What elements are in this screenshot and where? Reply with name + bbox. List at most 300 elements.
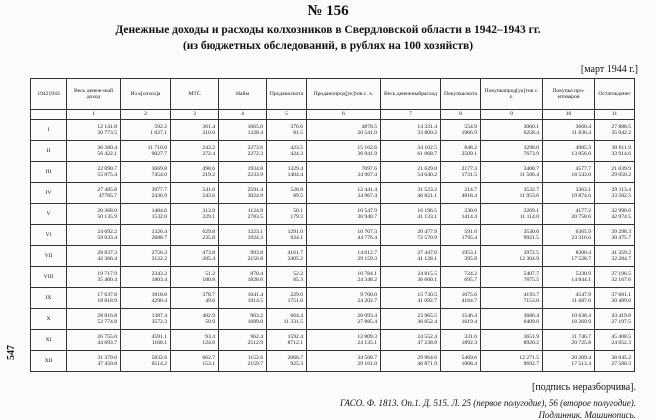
- value-line: 963.2: [250, 312, 263, 319]
- column-number: 5: [267, 110, 307, 120]
- column-number-row: [31, 110, 635, 120]
- table-row: [31, 225, 635, 246]
- value-line: 541.0: [202, 186, 215, 193]
- value-line: 27 888.5: [611, 123, 631, 130]
- value-cell: [219, 330, 267, 351]
- value-line: 19 717.9: [97, 270, 117, 277]
- value-cell: [67, 225, 121, 246]
- value-line: 1404.4: [287, 172, 303, 178]
- value-line: 32 284.7: [611, 256, 631, 262]
- value-line: 724.2: [464, 270, 477, 277]
- value-line: 4818.4: [461, 193, 477, 199]
- value-line: 15 162.6: [357, 144, 377, 151]
- column-number: 6: [307, 110, 381, 120]
- table-row: [31, 183, 635, 204]
- value-line: 56 422.1: [97, 151, 117, 157]
- value-line: 1152.6: [247, 354, 263, 361]
- column-number: 7: [381, 110, 441, 120]
- value-cell: [381, 351, 441, 372]
- value-cell: [481, 141, 543, 162]
- value-line: 1966.9: [461, 130, 477, 136]
- column-header-line: прод[ук]тов с. х.: [504, 87, 539, 100]
- value-line: 59 033.4: [97, 235, 117, 241]
- value-cell: [481, 288, 543, 309]
- table-row: [31, 120, 635, 141]
- column-header-line: ный доход: [86, 87, 114, 100]
- value-line: 4591.1: [151, 333, 167, 340]
- value-cell: [543, 162, 595, 183]
- column-header-line: мтоваров: [557, 94, 580, 100]
- month-cell: XI: [31, 330, 67, 351]
- value-line: 662.7: [202, 354, 215, 361]
- column-header: [67, 79, 121, 110]
- value-cell: [595, 141, 635, 162]
- value-line: 5832.6: [151, 354, 167, 361]
- document-title: Денежные доходы и расходы колхозников в Свердловской области в 1942–1943 гг.: [115, 24, 541, 36]
- value-cell: [481, 309, 543, 330]
- value-line: 1041.4: [247, 291, 263, 298]
- value-line: 6258.4: [523, 130, 539, 136]
- value-line: 2436.9: [151, 193, 167, 199]
- value-line: 19 874.6: [571, 193, 591, 199]
- value-line: 3972.5: [523, 249, 539, 256]
- value-line: 44 776.4: [357, 235, 377, 241]
- value-line: 310.0: [202, 130, 215, 136]
- value-cell: [441, 330, 481, 351]
- value-line: 41 128.1: [417, 256, 437, 262]
- value-cell: [121, 267, 171, 288]
- value-line: 3060.1: [523, 123, 539, 130]
- value-line: 3660.4: [575, 123, 591, 130]
- value-cell: [595, 309, 635, 330]
- value-cell: [121, 330, 171, 351]
- value-line: 37 681.1: [611, 291, 631, 298]
- value-cell: [481, 225, 543, 246]
- value-line: 2233.9: [247, 172, 263, 178]
- value-line: 42 974.5: [611, 214, 631, 220]
- value-line: 2405.2: [287, 256, 303, 262]
- value-cell: [595, 330, 635, 351]
- column-header-line: Продано: [269, 90, 291, 97]
- value-cell: [595, 351, 635, 372]
- value-line: 30 489.0: [611, 298, 631, 304]
- value-line: 41 133.1: [417, 214, 437, 220]
- value-line: 3122.2: [151, 256, 167, 262]
- value-line: 11 506.4: [519, 172, 539, 178]
- value-line: 361.4: [202, 123, 215, 130]
- value-cell: [595, 183, 635, 204]
- column-number: 3: [171, 110, 219, 120]
- value-line: 24 202.7: [357, 298, 377, 304]
- value-line: 11 953.6: [519, 193, 539, 199]
- column-header: [543, 79, 595, 110]
- column-header: [31, 79, 67, 110]
- value-line: 7153.0: [523, 298, 539, 304]
- value-line: 1414.4: [461, 214, 477, 220]
- value-line: 924.1: [290, 235, 303, 241]
- value-cell: [267, 120, 307, 141]
- value-line: 28 837.3: [97, 249, 117, 256]
- value-line: 12 441.4: [357, 186, 377, 193]
- value-line: 11 331.5: [283, 319, 303, 325]
- value-line: 20 541.0: [357, 130, 377, 136]
- value-cell: [307, 309, 381, 330]
- value-cell: [267, 267, 307, 288]
- value-line: 4985.3: [575, 144, 591, 151]
- value-cell: [595, 162, 635, 183]
- value-line: 23 965.5: [417, 312, 437, 319]
- column-header-line: Продано: [313, 90, 335, 97]
- value-line: 423.5: [290, 144, 303, 151]
- value-line: 1828.6: [247, 277, 263, 283]
- value-cell: [381, 267, 441, 288]
- value-cell: [381, 204, 441, 225]
- month-cell: VIII: [31, 267, 67, 288]
- value-line: 20 368.0: [97, 207, 117, 214]
- value-line: 21 039.9: [611, 165, 631, 172]
- column-number: 1: [67, 110, 121, 120]
- value-line: 3298.0: [523, 144, 539, 151]
- column-header-line: Остаток: [598, 90, 618, 97]
- value-line: 7673.9: [523, 151, 539, 157]
- value-line: 4193.7: [523, 291, 539, 298]
- value-line: 52.2: [293, 270, 303, 277]
- value-line: 10 784.1: [357, 270, 377, 277]
- value-line: 10 547.9: [357, 207, 377, 214]
- value-cell: [121, 309, 171, 330]
- value-line: 52 774.8: [97, 319, 117, 325]
- column-header-line: денег: [617, 90, 631, 97]
- column-header-line: Покупка: [484, 87, 505, 94]
- value-line: 4878.5: [361, 123, 377, 130]
- value-line: 16 196.5: [417, 207, 437, 214]
- value-line: 2177.3: [461, 165, 477, 172]
- month-cell: I: [31, 120, 67, 141]
- value-line: 1818.0: [151, 291, 167, 298]
- value-cell: [307, 225, 381, 246]
- value-line: 1934.8: [247, 165, 263, 172]
- value-line: 11 687.6: [571, 298, 591, 304]
- value-line: 7697.6: [361, 165, 377, 172]
- table-row: [31, 309, 635, 330]
- value-line: 41 359.2: [611, 249, 631, 256]
- value-cell: [67, 288, 121, 309]
- month-cell: V: [31, 204, 67, 225]
- value-line: 36 652.4: [417, 319, 437, 325]
- value-line: 37 196.5: [611, 270, 631, 277]
- column-number: 2: [121, 110, 171, 120]
- value-cell: [171, 183, 219, 204]
- value-line: 47 450.8: [97, 361, 117, 367]
- value-line: 870.4: [250, 270, 263, 277]
- value-cell: [219, 183, 267, 204]
- value-line: 35 042.2: [611, 130, 631, 136]
- value-line: 3669.8: [151, 165, 167, 172]
- table-row: [31, 162, 635, 183]
- value-cell: [171, 225, 219, 246]
- value-line: 229.0: [290, 291, 303, 298]
- column-header-line: Покупка про-: [552, 87, 585, 94]
- value-cell: [267, 351, 307, 372]
- value-cell: [441, 204, 481, 225]
- value-cell: [543, 330, 595, 351]
- signature-note: [подпись неразборчива].: [532, 382, 636, 393]
- value-line: 1328.4: [247, 130, 263, 136]
- value-line: 12 304.9: [519, 256, 539, 262]
- value-cell: [171, 351, 219, 372]
- month-cell: XII: [31, 351, 67, 372]
- value-line: 4290.4: [151, 298, 167, 304]
- value-line: 27 197.5: [611, 319, 631, 325]
- value-line: 36 940.7: [357, 214, 377, 220]
- value-line: 20 209.4: [571, 354, 591, 361]
- value-line: 1751.0: [287, 298, 303, 304]
- value-line: 1 027.1: [150, 130, 167, 136]
- value-line: 29 050.2: [611, 172, 631, 178]
- value-line: 20 477.9: [417, 228, 437, 235]
- value-line: 36 660.1: [417, 277, 437, 283]
- value-line: 3269.1: [523, 207, 539, 214]
- value-cell: [219, 204, 267, 225]
- value-cell: [67, 204, 121, 225]
- value-line: 36 941.9: [357, 151, 377, 157]
- column-number: 9: [481, 110, 543, 120]
- value-line: 33 582.5: [611, 193, 631, 199]
- value-line: 179.3: [290, 214, 303, 220]
- value-cell: [219, 120, 267, 141]
- column-header-line: скота: [290, 90, 304, 97]
- value-cell: [67, 351, 121, 372]
- value-cell: [121, 288, 171, 309]
- value-cell: [219, 351, 267, 372]
- value-cell: [171, 141, 219, 162]
- value-cell: [307, 141, 381, 162]
- value-cell: [267, 330, 307, 351]
- value-line: 1168.1: [151, 340, 167, 346]
- value-line: 27 485.8: [97, 186, 117, 193]
- value-cell: [121, 183, 171, 204]
- value-cell: [481, 267, 543, 288]
- month-cell: IV: [31, 183, 67, 204]
- value-cell: [171, 309, 219, 330]
- value-line: 13 056.0: [571, 151, 591, 157]
- value-line: 85.3: [293, 277, 303, 283]
- value-cell: [121, 246, 171, 267]
- value-line: 695.7: [464, 277, 477, 283]
- value-line: 34 568.7: [357, 354, 377, 361]
- value-line: 15 730.5: [417, 291, 437, 298]
- value-line: 44 693.7: [97, 340, 117, 346]
- value-cell: [67, 183, 121, 204]
- value-cell: [267, 141, 307, 162]
- value-line: 424.3: [290, 151, 303, 157]
- value-cell: [121, 141, 171, 162]
- value-cell: [219, 288, 267, 309]
- value-line: 1592.4: [287, 333, 303, 340]
- value-line: 22 090.7: [97, 165, 117, 172]
- value-line: 42 366.4: [97, 256, 117, 262]
- value-cell: [481, 246, 543, 267]
- value-cell: [441, 309, 481, 330]
- table-body: [31, 120, 635, 372]
- value-line: 395.8: [464, 256, 477, 262]
- value-cell: [595, 204, 635, 225]
- value-line: 229.1: [202, 214, 215, 220]
- value-line: 402.9: [202, 312, 215, 319]
- value-line: 3530.0: [523, 228, 539, 235]
- table-row: [31, 141, 635, 162]
- value-line: 41 092.7: [417, 298, 437, 304]
- value-cell: [441, 120, 481, 141]
- page-number: 547: [6, 345, 17, 360]
- value-line: 50.1: [293, 207, 303, 214]
- value-cell: [121, 225, 171, 246]
- value-line: 14 331.4: [417, 123, 437, 130]
- value-cell: [307, 120, 381, 141]
- value-line: 51.2: [205, 270, 215, 277]
- value-line: 664.4: [290, 312, 303, 319]
- value-line: 20 758.6: [571, 214, 591, 220]
- value-line: 12 141.8: [97, 123, 117, 130]
- value-line: 285.4: [202, 256, 215, 262]
- value-line: 34 967.4: [357, 193, 377, 199]
- value-cell: [67, 120, 121, 141]
- value-line: 1619.4: [461, 319, 477, 325]
- value-line: 6365.9: [575, 228, 591, 235]
- value-line: 378.7: [202, 291, 215, 298]
- value-line: 1795.4: [461, 235, 477, 241]
- value-cell: [381, 288, 441, 309]
- value-line: 39 298.3: [611, 228, 631, 235]
- value-line: 6409.0: [523, 319, 539, 325]
- value-line: 17 637.8: [97, 291, 117, 298]
- value-line: 230.0: [464, 207, 477, 214]
- value-cell: [267, 162, 307, 183]
- value-line: 2509.1: [461, 151, 477, 157]
- value-line: 31 379.0: [97, 354, 117, 361]
- value-line: 34 967.4: [357, 172, 377, 178]
- archive-source: ГАСО. Ф. 1813. Оп.1. Д. 515. Л. 25 (первое полугодие), 56 (второе полугодие).: [340, 398, 636, 408]
- value-line: 2273.6: [247, 144, 263, 151]
- value-cell: [543, 204, 595, 225]
- value-line: 313.9: [202, 207, 215, 214]
- value-cell: [171, 267, 219, 288]
- month-cell: X: [31, 309, 67, 330]
- value-line: 243.6: [202, 193, 215, 199]
- value-line: 1387.4: [151, 312, 167, 319]
- value-cell: [441, 183, 481, 204]
- value-line: 23 316.6: [571, 235, 591, 241]
- value-line: 27 447.0: [417, 249, 437, 256]
- value-line: 3363.1: [575, 186, 591, 193]
- value-line: 2688.7: [151, 235, 167, 241]
- value-line: 1008.4: [461, 361, 477, 367]
- value-line: 1326.4: [151, 228, 167, 235]
- value-line: 10 638.4: [571, 312, 591, 319]
- value-line: 848.2: [464, 144, 477, 151]
- value-line: 46 821.1: [417, 193, 437, 199]
- value-line: 24 692.2: [97, 228, 117, 235]
- column-header: [307, 79, 381, 110]
- value-cell: [171, 246, 219, 267]
- column-number: 10: [543, 110, 595, 120]
- value-line: 1124.9: [247, 207, 263, 214]
- value-line: 81.5: [293, 130, 303, 136]
- value-cell: [171, 288, 219, 309]
- value-line: 2272.3: [247, 151, 263, 157]
- value-line: 993.8: [250, 249, 263, 256]
- value-line: 4161.7: [287, 249, 303, 256]
- value-cell: [267, 183, 307, 204]
- value-line: 12 271.5: [519, 354, 539, 361]
- value-line: 32 167.6: [611, 277, 631, 283]
- value-line: 18 818.9: [97, 298, 117, 304]
- value-cell: [543, 267, 595, 288]
- value-line: 124.6: [202, 340, 215, 346]
- value-line: 1953.1: [461, 249, 477, 256]
- value-line: 50 135.9: [97, 214, 117, 220]
- column-header: [595, 79, 635, 110]
- value-line: 29 161.0: [357, 361, 377, 367]
- value-line: 29 964.6: [417, 354, 437, 361]
- value-line: 243.2: [202, 144, 215, 151]
- value-cell: [441, 351, 481, 372]
- value-line: 10 707.3: [357, 228, 377, 235]
- value-line: 2756.3: [151, 249, 167, 256]
- value-cell: [595, 120, 635, 141]
- value-line: 4577.7: [575, 165, 591, 172]
- value-line: 2156.8: [247, 256, 263, 262]
- value-line: 1546.4: [461, 312, 477, 319]
- value-cell: [481, 120, 543, 141]
- value-cell: [381, 309, 441, 330]
- value-cell: [307, 288, 381, 309]
- value-cell: [219, 246, 267, 267]
- column-header-line: расход: [421, 90, 437, 97]
- value-line: 8920.2: [523, 340, 539, 346]
- value-line: 1065.0: [247, 123, 263, 130]
- value-cell: [543, 225, 595, 246]
- value-cell: [171, 204, 219, 225]
- value-cell: [307, 183, 381, 204]
- value-line: 31 523.2: [417, 186, 437, 193]
- value-line: 6514.2: [151, 361, 167, 367]
- value-line: 1924.3: [247, 235, 263, 241]
- value-line: 2512.9: [247, 340, 263, 346]
- value-line: 2343.2: [151, 270, 167, 277]
- column-number: 4: [219, 110, 267, 120]
- value-cell: [219, 141, 267, 162]
- table-row: [31, 351, 635, 372]
- month-cell: VI: [31, 225, 67, 246]
- value-line: 24 652.3: [611, 340, 631, 346]
- month-cell: VII: [31, 246, 67, 267]
- value-cell: [441, 246, 481, 267]
- value-line: 4177.2: [575, 207, 591, 214]
- column-header-line: Покупка: [443, 90, 465, 97]
- value-line: 1892.3: [461, 340, 477, 346]
- value-line: 29 113.4: [611, 186, 631, 193]
- value-line: 93.4: [205, 333, 215, 340]
- authenticity-note: Подлинник. Машинопись.: [538, 410, 636, 420]
- value-line: 498.6: [202, 165, 215, 172]
- value-line: 3532.7: [523, 186, 539, 193]
- value-line: 11 710.0: [147, 144, 167, 151]
- column-header-line: Из к[олхоз]а: [130, 90, 161, 97]
- column-header: [171, 79, 219, 110]
- value-cell: [543, 141, 595, 162]
- column-header: [219, 79, 267, 110]
